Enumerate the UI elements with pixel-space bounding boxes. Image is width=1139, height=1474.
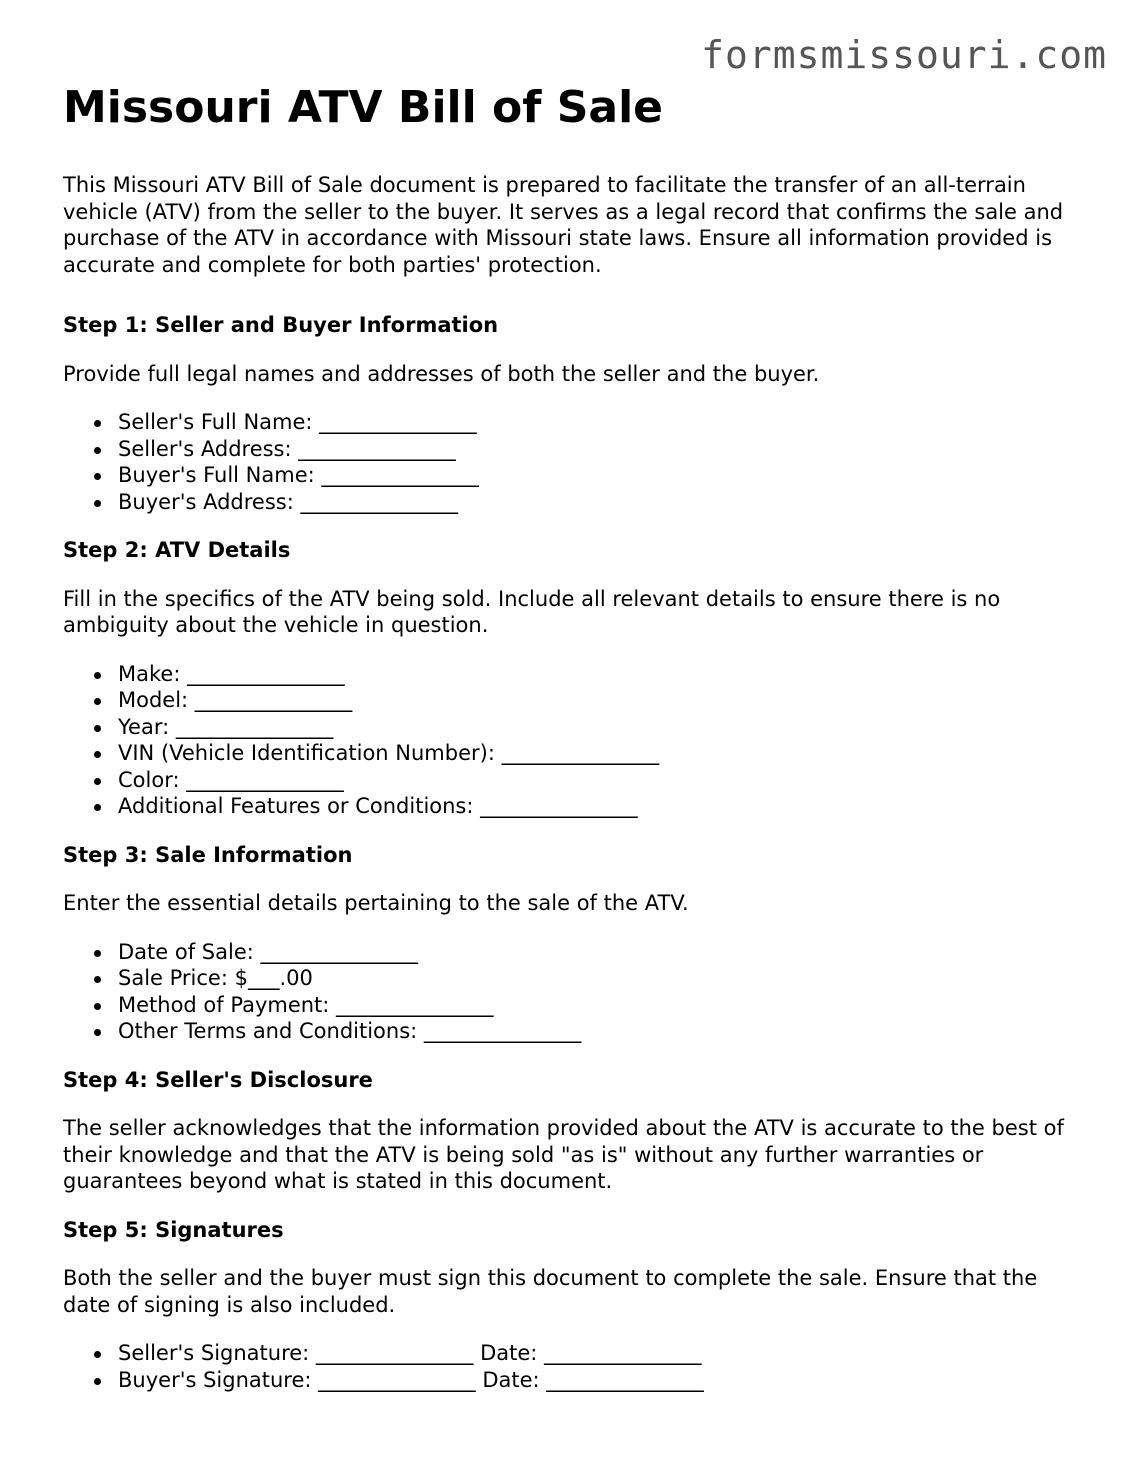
buyer-signature-line: Buyer's Signature: _______________ Date: _______________: [118, 1367, 1073, 1394]
model-field: Model: _______________: [118, 687, 1073, 714]
step-2-section: [63, 537, 1073, 820]
step-heading: Step 1: Seller and Buyer Information: [63, 313, 499, 337]
step-4-section: [63, 1067, 1073, 1195]
disclosure-paragraph: The seller acknowledges that the information provided about the ATV is accurate to the best of their knowledge and that the ATV is being sold "as is" without any further warranties or guarantees beyond what is stated in this document.: [63, 1116, 1064, 1193]
step-instructions: Both the seller and the buyer must sign this document to complete the sale. Ensure that the date of signing is also included.: [63, 1266, 1038, 1317]
sale-price-field: Sale Price: $___.00: [118, 965, 1073, 992]
signature-list: [63, 1340, 1073, 1393]
field-list: [63, 661, 1073, 820]
step-3-section: [63, 842, 1073, 1045]
date-of-sale-field: Date of Sale: _______________: [118, 939, 1073, 966]
step-instructions: Provide full legal names and addresses of both the seller and the buyer.: [63, 361, 820, 386]
step-heading: Step 4: Seller's Disclosure: [63, 1067, 373, 1092]
step-instructions: Fill in the specifics of the ATV being sold. Include all relevant details to ensure there is no ambiguity about the vehicle in question.: [63, 586, 1001, 637]
buyer-name-field: Buyer's Full Name: _______________: [118, 462, 1073, 489]
payment-method-field: Method of Payment: _______________: [118, 992, 1073, 1019]
vin-field: VIN (Vehicle Identification Number): _______________: [118, 740, 1073, 767]
field-list: [63, 939, 1073, 1045]
year-field: Year: _______________: [118, 714, 1073, 741]
make-field: Make: _______________: [118, 661, 1073, 688]
seller-signature-line: Seller's Signature: _______________ Date: _______________: [118, 1340, 1073, 1367]
step-instructions: Enter the essential details pertaining to the sale of the ATV.: [63, 891, 689, 915]
intro-paragraph: This Missouri ATV Bill of Sale document is prepared to facilitate the transfer of an all-terrain vehicle (ATV) from the seller to the buyer. It serves as a legal record that confirms the sale and purchase of the ATV in accordance with Missouri state laws. Ensure all information provided is accurate and complete for both parties' protection.: [63, 173, 1064, 277]
seller-address-field: Seller's Address: _______________: [118, 436, 1073, 463]
additional-features-field: Additional Features or Conditions: _______________: [118, 793, 1073, 820]
step-heading: Step 3: Sale Information: [63, 842, 353, 867]
step-5-section: [63, 1217, 1073, 1394]
site-watermark: formsmissouri.com: [701, 33, 1107, 77]
other-terms-field: Other Terms and Conditions: _______________: [118, 1018, 1073, 1045]
document-title: Missouri ATV Bill of Sale: [63, 82, 664, 133]
seller-name-field: Seller's Full Name: _______________: [118, 409, 1073, 436]
step-1-section: [63, 312, 1073, 515]
field-list: [63, 409, 1073, 515]
color-field: Color: _______________: [118, 767, 1073, 794]
document-page: [63, 82, 1073, 1415]
step-heading: Step 5: Signatures: [63, 1217, 284, 1242]
step-heading: Step 2: ATV Details: [63, 538, 291, 562]
buyer-address-field: Buyer's Address: _______________: [118, 489, 1073, 516]
